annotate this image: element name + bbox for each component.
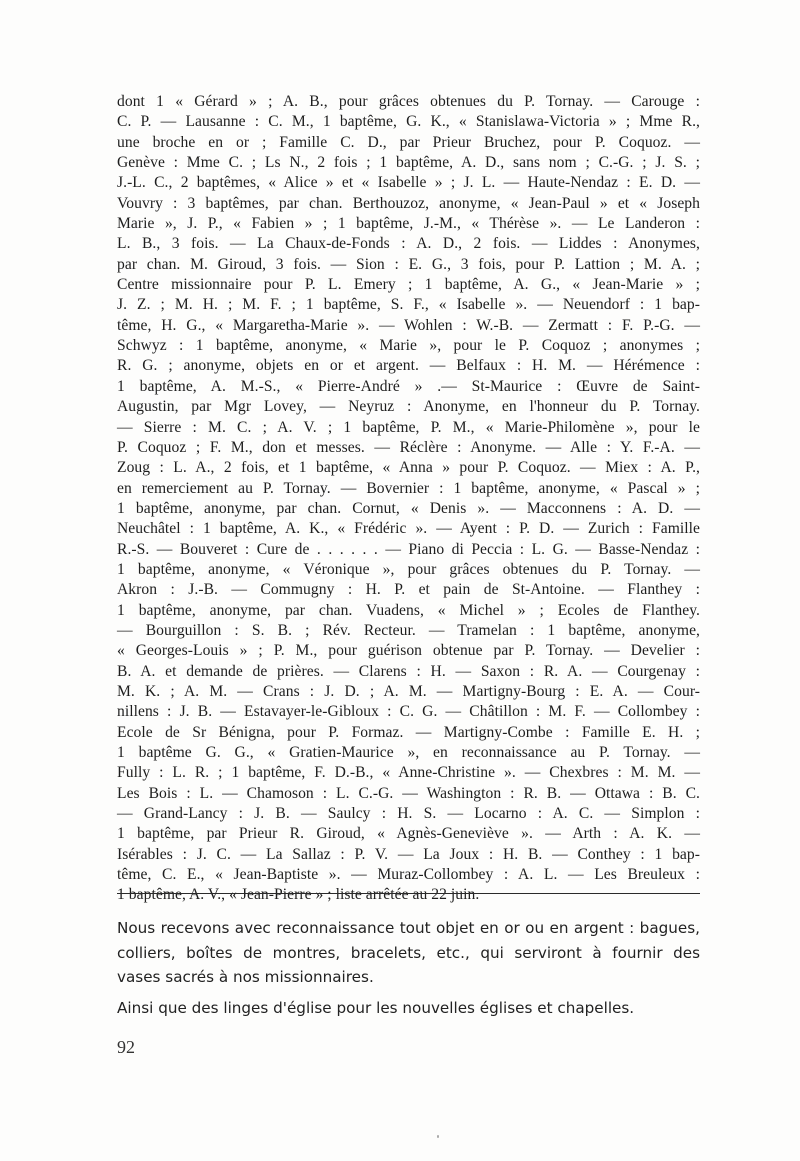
donation-line: par chan. M. Giroud, 3 fois. — Sion : E. G., 3 fois, pour P. Lattion ; M. A. ;: [117, 255, 700, 273]
donation-line: — Bourguillon : S. B. ; Rév. Recteur. — Tramelan : 1 baptême, anonyme,: [117, 621, 700, 639]
donation-line: tême, H. G., « Margaretha-Marie ». — Wohlen : W.-B. — Zermatt : F. P.-G. —: [117, 316, 700, 334]
section-divider: [117, 893, 700, 894]
notice-paragraph-2-text: Ainsi que des linges d'église pour les nouvelles églises et chapelles.: [117, 998, 635, 1017]
donation-line: L. B., 3 fois. — La Chaux-de-Fonds : A. D., 2 fois. — Liddes : Anonymes,: [117, 235, 700, 253]
donation-line: — Grand-Lancy : J. B. — Saulcy : H. S. — Locarno : A. C. — Simplon :: [117, 805, 700, 823]
donation-line: Genève : Mme C. ; Ls N., 2 fois ; 1 baptême, A. D., sans nom ; C.-G. ; J. S. ;: [117, 154, 700, 172]
paper-speck: [437, 1135, 439, 1138]
donation-line: R. G. ; anonyme, objets en or et argent. — Belfaux : H. M. — Hérémence :: [117, 357, 700, 375]
donation-line: M. K. ; A. M. — Crans : J. D. ; A. M. — Martigny-Bourg : E. A. — Cour-: [117, 682, 700, 700]
donation-line: J. Z. ; M. H. ; M. F. ; 1 baptême, S. F., « Isabelle ». — Neuendorf : 1 bap-: [117, 296, 700, 314]
donation-line: Ecole de Sr Bénigna, pour P. Formaz. — Martigny-Combe : Famille E. H. ;: [117, 723, 700, 741]
notice-line: colliers, boîtes de montres, bracelets, etc., qui serviront à fournir des: [117, 943, 700, 962]
donations-list: [117, 92, 700, 906]
donation-line: 1 baptême, anonyme, par chan. Cornut, « Denis ». — Macconnens : A. D. —: [117, 499, 700, 517]
notice-paragraph-1: [117, 916, 700, 990]
donation-line: Centre missionnaire pour P. L. Emery ; 1 baptême, A. G., « Jean-Marie » ;: [117, 276, 700, 294]
donation-line: une broche en or ; Famille C. D., par Prieur Bruchez, pour P. Coquoz. —: [117, 133, 700, 151]
donation-notice: [117, 916, 700, 1026]
donation-line: B. A. et demande de prières. — Clarens : H. — Saxon : R. A. — Courgenay :: [117, 662, 700, 680]
donation-line: Neuchâtel : 1 baptême, A. K., « Frédéric ». — Ayent : P. D. — Zurich : Famille: [117, 520, 700, 538]
donation-line: « Georges-Louis » ; P. M., pour guérison obtenue par P. Tornay. — Develier :: [117, 642, 700, 660]
donation-line: P. Coquoz ; F. M., don et messes. — Réclère : Anonyme. — Alle : Y. F.-A. —: [117, 438, 700, 456]
donation-line: Akron : J.-B. — Commugny : H. P. et pain de St-Antoine. — Flanthey :: [117, 581, 700, 599]
notice-line: Nous recevons avec reconnaissance tout objet en or ou en argent : bagues,: [117, 919, 700, 937]
donation-line: 1 baptême, anonyme, « Véronique », pour grâces obtenues du P. Tornay. —: [117, 560, 700, 578]
donation-line: nillens : J. B. — Estavayer-le-Gibloux : C. G. — Châtillon : M. F. — Collombey :: [117, 703, 700, 721]
donation-line: Zoug : L. A., 2 fois, et 1 baptême, « Anna » pour P. Coquoz. — Miex : A. P.,: [117, 459, 700, 477]
donation-line: C. P. — Lausanne : C. M., 1 baptême, G. K., « Stanislawa-Victoria » ; Mme R.,: [117, 113, 700, 131]
donation-line: Vouvry : 3 baptêmes, par chan. Berthouzoz, anonyme, « Jean-Paul » et « Joseph: [117, 194, 700, 212]
donation-line: Isérables : J. C. — La Sallaz : P. V. — La Joux : H. B. — Conthey : 1 bap-: [117, 845, 700, 863]
donation-line: Les Bois : L. — Chamoson : L. C.-G. — Washington : R. B. — Ottawa : B. C.: [117, 784, 700, 802]
donation-line: 1 baptême G. G., « Gratien-Maurice », en reconnaissance au P. Tornay. —: [117, 744, 700, 761]
donation-line: 1 baptême, par Prieur R. Giroud, « Agnès-Geneviève ». — Arth : A. K. —: [117, 825, 700, 843]
donation-line: Marie », J. P., « Fabien » ; 1 baptême, J.-M., « Thérèse ». — Le Landeron :: [117, 215, 700, 233]
donation-line: Schwyz : 1 baptême, anonyme, « Marie », pour le P. Coquoz ; anonymes ;: [117, 337, 700, 355]
donation-line: Fully : L. R. ; 1 baptême, F. D.-B., « Anne-Christine ». — Chexbres : M. M. —: [117, 764, 700, 782]
donation-line: 1 baptême, A. M.-S., « Pierre-André » .— St-Maurice : Œuvre de Saint-: [117, 377, 700, 395]
donation-line: R.-S. — Bouveret : Cure de . . . . . . — Piano di Peccia : L. G. — Basse-Nendaz :: [117, 540, 700, 558]
donation-line: J.-L. C., 2 baptêmes, « Alice » et « Isabelle » ; J. L. — Haute-Nendaz : E. D. —: [117, 174, 700, 192]
notice-paragraph-2: [117, 996, 700, 1021]
donation-line: 1 baptême, A. V., « Jean-Pierre » ; liste arrêtée au 22 juin.: [117, 886, 480, 904]
donation-line: en remerciement au P. Tornay. — Bovernier : 1 baptême, anonyme, « Pascal » ;: [117, 479, 700, 497]
donation-line: dont 1 « Gérard » ; A. B., pour grâces obtenues du P. Tornay. — Carouge :: [117, 93, 700, 110]
donation-line: tême, C. E., « Jean-Baptiste ». — Muraz-Collombey : A. L. — Les Breuleux :: [117, 866, 700, 884]
page-number: 92: [117, 1037, 135, 1057]
donation-line: Augustin, par Mgr Lovey, — Neyruz : Anonyme, en l'honneur du P. Tornay.: [117, 398, 700, 416]
donation-line: 1 baptême, anonyme, par chan. Vuadens, « Michel » ; Ecoles de Flanthey.: [117, 601, 700, 619]
donation-line: — Sierre : M. C. ; A. V. ; 1 baptême, P. M., « Marie-Philomène », pour le: [117, 418, 700, 436]
notice-line: vases sacrés à nos missionnaires.: [117, 968, 374, 986]
